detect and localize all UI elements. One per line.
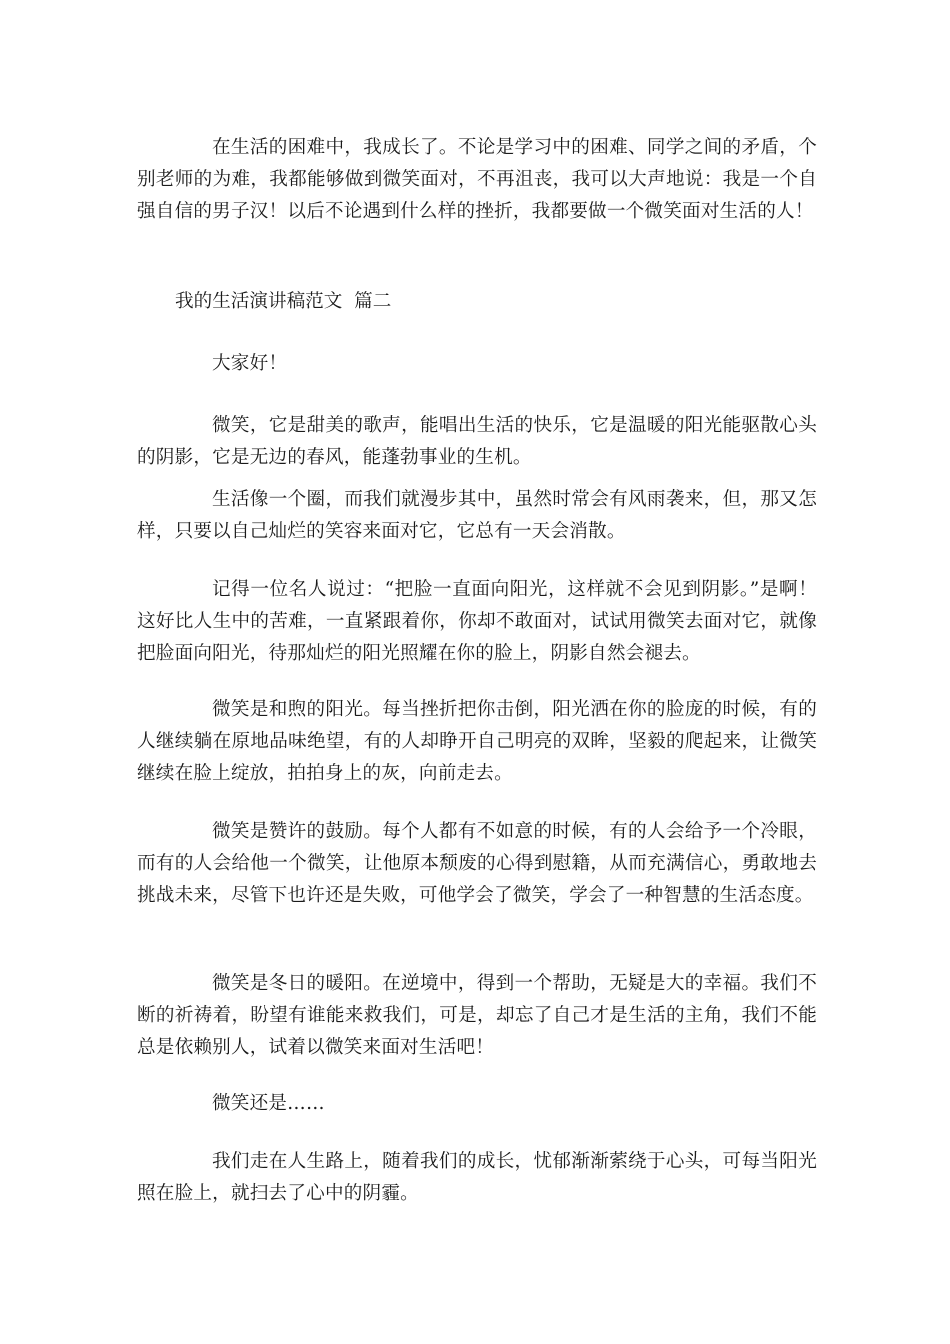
paragraph-life-road: 我们走在人生路上，随着我们的成长，忧郁渐渐萦绕于心头，可每当阳光照在脸上，就扫去了心中的阴霾。 [137,1151,817,1204]
paragraph-encouragement: 微笑是赞许的鼓励。每个人都有不如意的时候，有的人会给予一个冷眼，而有的人会给他一个微笑，让他原本颓废的心得到慰籍，从而充满信心，勇敢地去挑战未来，尽管下也许还是失败，可他学会了微笑，学会了一种智慧的生活态度。 [137,821,817,906]
paragraph-smile-also: 微笑还是…… [212,1093,325,1114]
paragraph-growth-conclusion: 在生活的困难中，我成长了。不论是学习中的困难、同学之间的矛盾，个别老师的为难，我都能够做到微笑面对，不再沮丧，我可以大声地说：我是一个自强自信的男子汉！以后不论遇到什么样的挫折，我都要做一个微笑面对生活的人！ [137,137,817,222]
paragraph-famous-quote: 记得一位名人说过：“把脸一直面向阳光，这样就不会见到阴影。”是啊！这好比人生中的苦难，一直紧跟着你，你却不敢面对，试试用微笑去面对它，就像把脸面向阳光，待那灿烂的阳光照耀在你的脸上，阴影自然会褪去。 [137,579,817,664]
section-heading: 我的生活演讲稿范文 篇二 [175,291,392,312]
paragraph-smile-intro: 微笑，它是甜美的歌声，能唱出生活的快乐，它是温暖的阳光能驱散心头的阴影，它是无边的春风，能蓬勃事业的生机。 [137,415,817,468]
paragraph-winter-sun: 微笑是冬日的暖阳。在逆境中，得到一个帮助，无疑是大的幸福。我们不断的祈祷着，盼望有谁能来救我们，可是，却忘了自己才是生活的主角，我们不能总是依赖别人，试着以微笑来面对生活吧！ [137,973,817,1058]
paragraph-warm-sunshine: 微笑是和煦的阳光。每当挫折把你击倒，阳光洒在你的脸庞的时候，有的人继续躺在原地品味绝望，有的人却睁开自己明亮的双眸，坚毅的爬起来，让微笑继续在脸上绽放，拍拍身上的灰，向前走去。 [137,699,817,784]
paragraph-greeting: 大家好！ [212,353,288,374]
paragraph-life-circle: 生活像一个圈，而我们就漫步其中，虽然时常会有风雨袭来，但，那又怎样，只要以自己灿烂的笑容来面对它，它总有一天会消散。 [137,489,817,542]
